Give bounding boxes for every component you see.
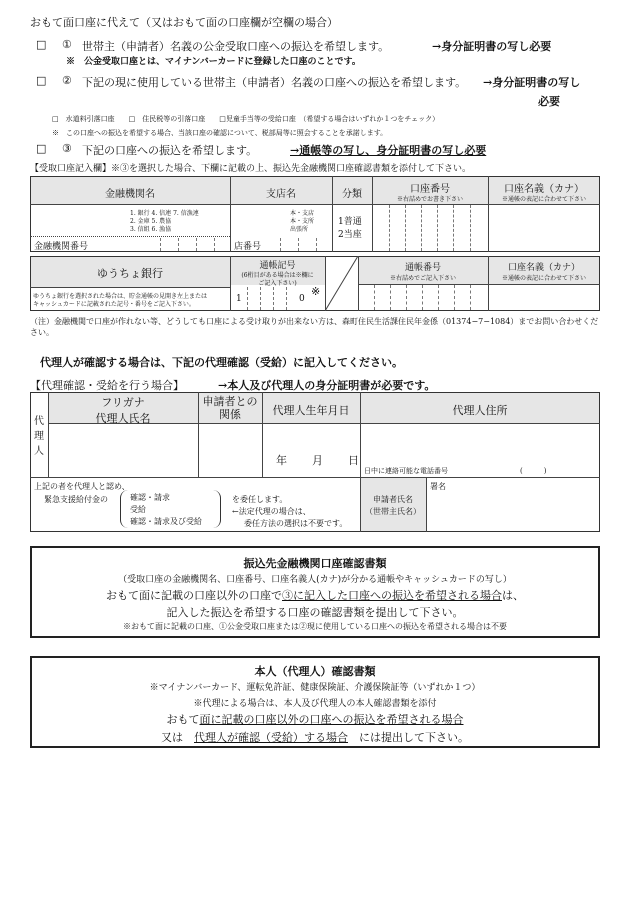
yucho-col-symbol: 通帳記号 xyxy=(259,261,296,271)
bank-section-heading: 【受取口座記入欄】※③を選択した場合、下欄に記載の上、振込先金融機関口座確認書類を添付して下さい。 xyxy=(30,164,472,174)
notice-1-line-3: 記入した振込を希望する口座の確認書類を提出して下さい。 xyxy=(166,606,464,619)
col-account-type: 分類 xyxy=(342,189,362,200)
option-2-number: ② xyxy=(62,74,72,87)
bank-code-label: 金融機関番号 xyxy=(34,242,89,252)
birth-year-label: 年 xyxy=(276,454,287,467)
col-proxy-name: 代理人氏名 xyxy=(95,412,151,425)
col-proxy-birthdate: 代理人生年月日 xyxy=(272,404,350,417)
proxy-side-label-3: 人 xyxy=(34,446,44,457)
yucho-col-symbol-note2: ご記入下さい) xyxy=(258,280,297,287)
branch-type-1[interactable]: 本・支店 xyxy=(290,210,315,217)
delegate-legal-note-1: ←法定代理の場合は、 xyxy=(232,507,311,516)
branch-type-3[interactable]: 出張所 xyxy=(290,226,309,233)
option-2-requirement-cont: 必要 xyxy=(538,95,560,108)
option-2-checkbox[interactable]: □ xyxy=(36,74,47,87)
yucho-col-number: 通帳番号 xyxy=(404,263,441,273)
notice-2-line-3: おもて面に記載の口座以外の口座への振込を希望される場合 xyxy=(166,713,464,726)
notice-1-line-1: （受取口座の金融機関名、口座番号、口座名義人(カナ)が分かる通帳やキャッシュカードの写し） xyxy=(118,575,512,585)
bank-type-line-2[interactable]: 2. 金庫 5. 農協 xyxy=(130,218,172,225)
yucho-desc-line-2: キャッシュカードに記載された記号・番号をご記入下さい。 xyxy=(33,301,195,308)
proxy-side-label-1: 代 xyxy=(34,416,44,427)
account-type-current[interactable]: 2当座 xyxy=(338,230,362,240)
col-proxy-address: 代理人住所 xyxy=(452,404,508,417)
delegate-prefix: 緊急支援給付金の xyxy=(44,495,108,504)
yucho-col-symbol-note: (6桁目がある場合は※欄に xyxy=(241,272,314,279)
branch-code-label: 店番号 xyxy=(234,242,262,252)
delegate-legal-note-2: 委任方法の選択は不要です。 xyxy=(244,519,348,528)
option-3-text: 下記の口座への振込を希望します。 xyxy=(82,144,258,157)
option-2-sub-choices[interactable]: □ 水道料引落口座 □ 住民税等の引落口座 □児童手当等の受給口座 （希望する場合はいずれか１つをチェック） xyxy=(52,115,440,123)
proxy-side-label-2: 理 xyxy=(34,431,44,442)
proxy-address-field[interactable] xyxy=(361,424,599,462)
yucho-desc-line-1: ゆうちょ銀行を選択された場合は、貯金通帳の見開き左上または xyxy=(33,293,208,300)
notice-2-line-2: ※代理による場合は、本人及び代理人の本人確認書類を添付 xyxy=(193,699,437,709)
option-3-number: ③ xyxy=(62,142,72,155)
option-1-number: ① xyxy=(62,38,72,51)
yucho-diagonal xyxy=(325,256,358,311)
col-furigana: フリガナ xyxy=(101,396,145,409)
proxy-heading: 【代理確認・受給を行う場合】 xyxy=(30,379,184,392)
applicant-name-sublabel: （世帯主氏名） xyxy=(365,507,421,516)
option-1-checkbox[interactable]: □ xyxy=(36,38,47,51)
notice-2-line-4: 又は 代理人が確認（受給）する場合 には提出して下さい。 xyxy=(161,731,469,744)
delegate-option-receive[interactable]: 受給 xyxy=(130,505,146,514)
proxy-name-field[interactable] xyxy=(49,424,197,476)
option-2-note: ※ この口座への振込を希望する場合、当該口座の確認について、税部局等に照会することを承諾します。 xyxy=(52,129,388,137)
bank-type-line-1[interactable]: 1. 銀行 4. 信連 7. 信漁連 xyxy=(130,210,199,217)
col-relation: 申請者との関係 xyxy=(202,395,258,421)
col-account-holder: 口座名義（カナ） xyxy=(504,184,584,195)
col-account-holder-note: ※通帳の表記に合わせて下さい xyxy=(501,196,586,203)
option-2-text: 下記の現に使用している世帯主（申請者）名義の口座への振込を希望します。 xyxy=(82,76,467,89)
notice-2-title: 本人（代理人）確認書類 xyxy=(254,665,376,678)
option-3-requirement: →通帳等の写し、身分証明書の写し必要 xyxy=(290,144,487,157)
account-type-ordinary[interactable]: 1普通 xyxy=(338,217,362,227)
col-account-number-note: ※右詰めでお書き下さい xyxy=(396,196,463,203)
bank-note: （注）金融機関で口座が作れない等、どうしても口座による受け取りが出来ない方は、森町住民生活課住民年金係（01374−7−1084）までお問い合わせください。 xyxy=(30,317,599,337)
delegate-suffix: を委任します。 xyxy=(232,495,288,504)
delegate-option-both[interactable]: 確認・請求及び受給 xyxy=(130,517,202,526)
yucho-col-number-note: ※右詰めでご記入下さい xyxy=(389,275,456,282)
page-title: おもて面口座に代えて（又はおもて面の口座欄が空欄の場合） xyxy=(30,16,338,29)
col-bank-name: 金融機関名 xyxy=(105,189,155,200)
delegate-line-1: 上記の者を代理人と認め、 xyxy=(34,482,130,491)
yucho-col-holder: 口座名義（カナ） xyxy=(507,263,580,273)
option-3-checkbox[interactable]: □ xyxy=(36,142,47,155)
yucho-sixth-digit-mark: ※ xyxy=(311,285,321,298)
yucho-symbol-first-digit: 1 xyxy=(236,294,242,304)
delegate-option-confirm[interactable]: 確認・請求 xyxy=(130,493,170,502)
proxy-lead: 代理人が確認する場合は、下記の代理確認（受給）に記入してください。 xyxy=(40,356,403,369)
birth-day-label: 日 xyxy=(348,454,359,467)
birth-month-label: 月 xyxy=(312,454,323,467)
col-account-number: 口座番号 xyxy=(410,184,450,195)
yucho-col-holder-note: ※通帳の表記に合わせて下さい xyxy=(501,275,586,282)
option-1-requirement: →身分証明書の写し必要 xyxy=(432,40,552,53)
notice-1-line-2: おもて面に記載の口座以外の口座で③に記入した口座への振込を希望される場合は、 xyxy=(106,589,524,602)
option-2-requirement: →身分証明書の写し xyxy=(483,76,581,89)
yucho-bank-name: ゆうちょ銀行 xyxy=(97,267,163,280)
col-branch-name: 支店名 xyxy=(266,189,296,200)
phone-field[interactable]: ( ) xyxy=(520,467,547,475)
branch-type-2[interactable]: 本・支所 xyxy=(290,218,315,225)
notice-2-line-1: ※マイナンバーカード、運転免許証、健康保険証、介護保険証等（いずれか１つ） xyxy=(149,683,481,693)
notice-1-line-4: ※おもて面に記載の口座、①公金受取口座または②現に使用している口座への振込を希望される場合は不要 xyxy=(123,622,507,631)
signature-label: 署名 xyxy=(430,482,446,491)
option-1-note: ※ 公金受取口座とは、マイナンバーカードに登録した口座のことです。 xyxy=(66,57,361,67)
phone-label: 日中に連絡可能な電話番号 xyxy=(364,467,448,475)
relation-field[interactable] xyxy=(199,424,261,476)
proxy-heading-requirement: →本人及び代理人の身分証明書が必要です。 xyxy=(218,379,436,392)
option-1-text: 世帯主（申請者）名義の公金受取口座への振込を希望します。 xyxy=(82,40,390,53)
yucho-symbol-last-digit: 0 xyxy=(299,294,305,304)
applicant-name-label: 申請者氏名 xyxy=(373,495,413,504)
notice-1-title: 振込先金融機関口座確認書類 xyxy=(243,557,387,570)
bank-type-line-3[interactable]: 3. 信組 6. 漁協 xyxy=(130,226,172,233)
signature-field[interactable] xyxy=(427,492,599,531)
